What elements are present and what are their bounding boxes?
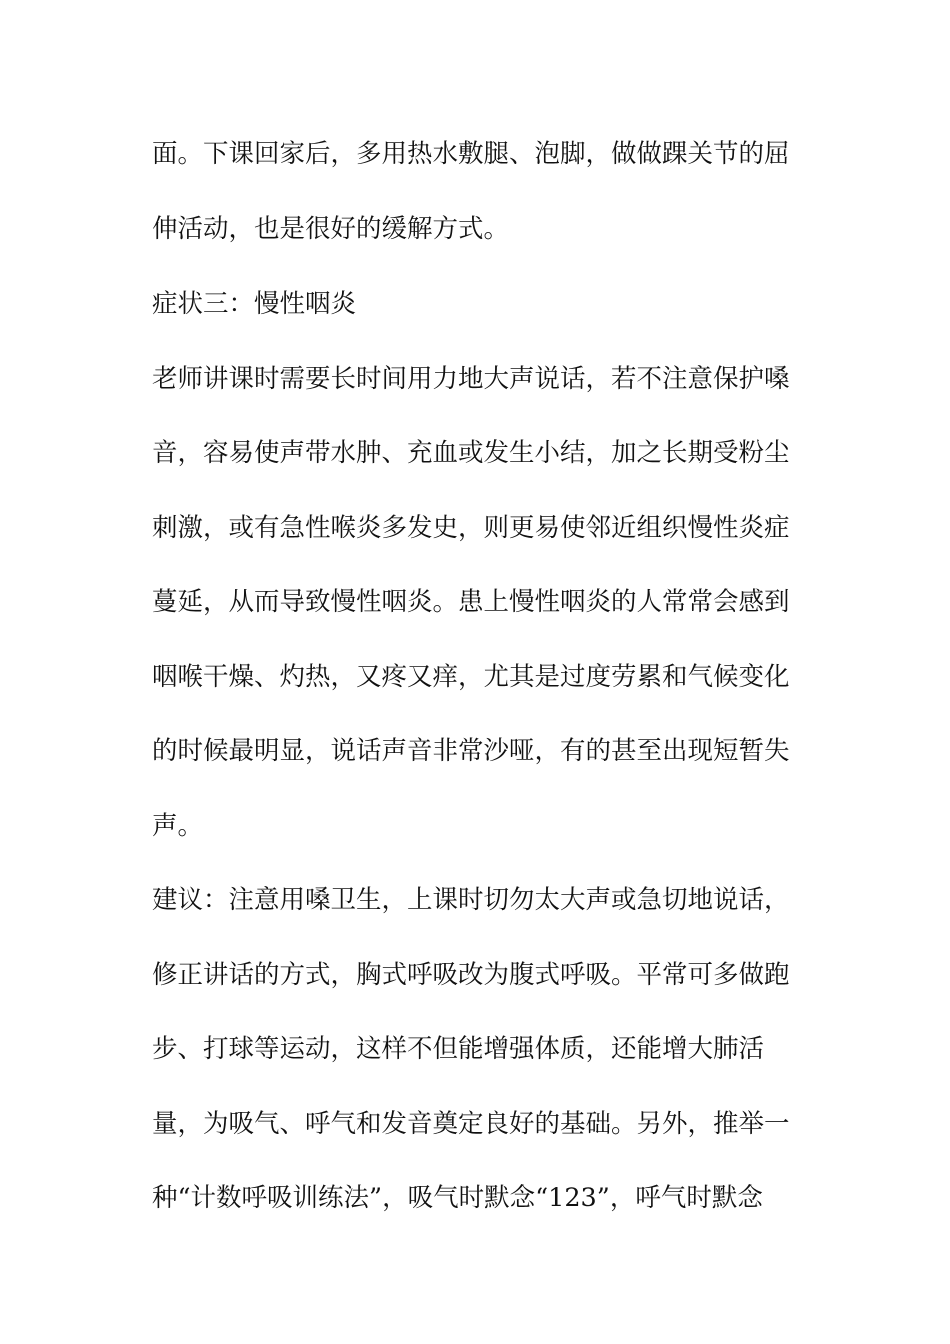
text-line: 蔓延，从而导致慢性咽炎。患上慢性咽炎的人常常会感到 bbox=[152, 587, 790, 617]
text-line: 面。下课回家后，多用热水敷腿、泡脚，做做踝关节的屈 bbox=[152, 139, 790, 169]
text-line: 咽喉干燥、灼热，又疼又痒，尤其是过度劳累和气候变化 bbox=[152, 662, 790, 692]
text-line: 量，为吸气、呼气和发音奠定良好的基础。另外，推举一 bbox=[152, 1109, 790, 1139]
text-line: 伸活动，也是很好的缓解方式。 bbox=[152, 214, 510, 244]
section-heading: 症状三：慢性咽炎 bbox=[152, 289, 357, 319]
text-line: 刺激，或有急性喉炎多发史，则更易使邻近组织慢性炎症 bbox=[152, 513, 790, 543]
text-line: 步、打球等运动，这样不但能增强体质，还能增大肺活 bbox=[152, 1034, 765, 1064]
text-line: 种“计数呼吸训练法”，吸气时默念“123”，呼气时默念 bbox=[152, 1183, 763, 1213]
text-line: 建议：注意用嗓卫生，上课时切勿太大声或急切地说话， bbox=[152, 885, 790, 915]
text-line: 的时候最明显，说话声音非常沙哑，有的甚至出现短暂失 bbox=[152, 736, 790, 766]
text-line: 老师讲课时需要长时间用力地大声说话，若不注意保护嗓 bbox=[152, 364, 790, 394]
text-line: 声。 bbox=[152, 811, 204, 841]
text-line: 修正讲话的方式，胸式呼吸改为腹式呼吸。平常可多做跑 bbox=[152, 960, 790, 990]
text-line: 音，容易使声带水肿、充血或发生小结，加之长期受粉尘 bbox=[152, 438, 790, 468]
